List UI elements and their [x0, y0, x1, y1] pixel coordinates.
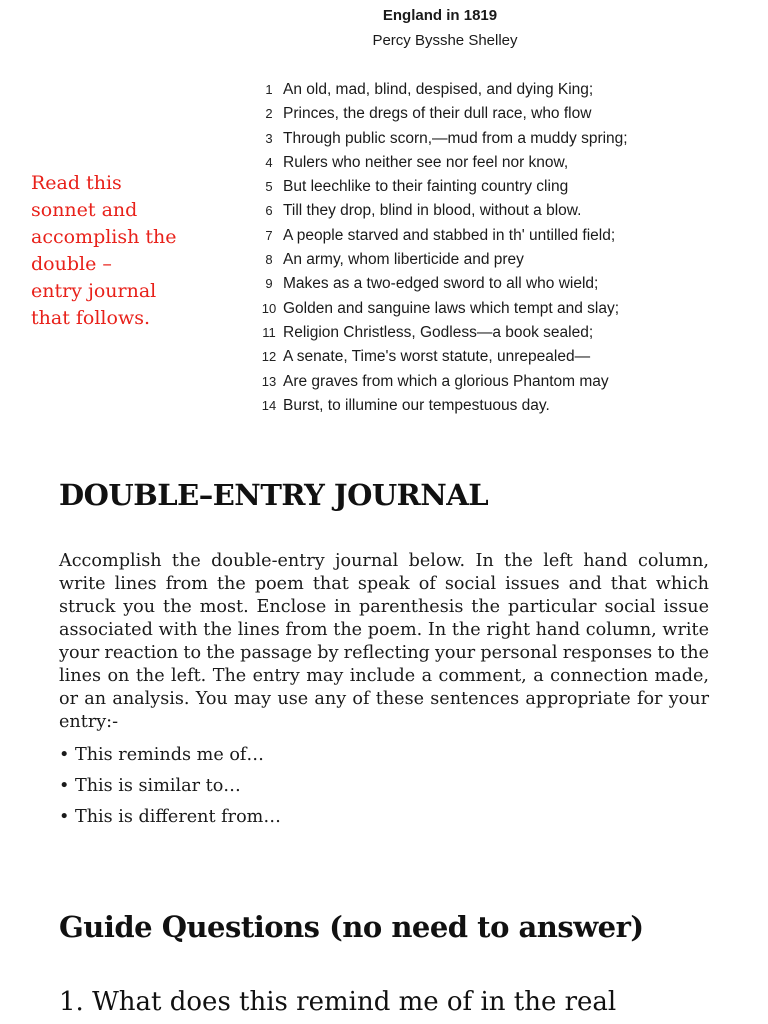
line-number: 4 — [265, 154, 273, 170]
line-text: Till they drop, blind in blood, without a blow. — [283, 202, 582, 220]
poem-line — [255, 272, 628, 296]
line-text: A senate, Time's worst statute, unrepealed— — [283, 348, 591, 366]
poem-line — [255, 127, 628, 151]
poem-line — [255, 102, 628, 126]
red-instruction-note — [31, 170, 201, 332]
line-number: 5 — [265, 179, 273, 195]
note-line: sonnet and — [31, 199, 138, 221]
line-number: 14 — [261, 397, 277, 413]
poem-line — [255, 297, 628, 321]
poem-line — [255, 321, 628, 345]
poem-line — [255, 224, 628, 248]
sentence-starter: • This reminds me of… — [59, 745, 265, 765]
line-text: Religion Christless, Godless—a book sealed; — [283, 323, 594, 341]
line-number: 2 — [265, 106, 273, 122]
poem-line — [255, 175, 628, 199]
line-text: Rulers who neither see nor feel nor know, — [283, 153, 569, 171]
line-number: 6 — [265, 203, 273, 219]
poem-line — [255, 78, 628, 102]
line-number: 13 — [261, 373, 277, 389]
sentence-starter: • This is different from… — [59, 807, 281, 827]
line-text: An old, mad, blind, despised, and dying King; — [283, 81, 594, 98]
line-text: But leechlike to their fainting country cling — [283, 178, 569, 196]
journal-instructions: Accomplish the double-entry journal below. In the left hand column, write lines from the poem that speak of social issues and that which struck you the most. Enclose in parenthesis the particular social issue associated with the lines from the poem. In the right hand column, write your reaction to the passage by reflecting your personal responses to the lines on the left. The entry may include a comment, a connection made, or an analysis. You may use any of these sentences appropriate for your entry:- — [59, 551, 709, 732]
poem-line — [255, 199, 628, 223]
line-text: Golden and sanguine laws which tempt and slay; — [283, 299, 620, 317]
line-number: 7 — [265, 227, 273, 243]
note-line: double – — [31, 253, 112, 275]
line-text: An army, whom liberticide and prey — [283, 251, 524, 269]
poem-line — [255, 345, 628, 369]
poem-line — [255, 151, 628, 175]
poem-title: England in 1819 — [382, 7, 498, 24]
guide-question-1: 1. What does this remind me of in the real — [59, 987, 617, 1017]
sentence-starter: • This is similar to… — [59, 776, 241, 796]
note-line: that follows. — [31, 307, 150, 329]
note-line: accomplish the — [31, 226, 177, 248]
poem-lines — [255, 78, 628, 418]
line-number: 10 — [261, 300, 277, 316]
sentence-starters-list — [59, 743, 281, 836]
line-number: 9 — [265, 276, 273, 292]
line-text: A people starved and stabbed in th' untilled field; — [283, 226, 616, 244]
line-text: Through public scorn,—mud from a muddy spring; — [283, 129, 628, 147]
line-number: 1 — [265, 82, 273, 97]
line-text: Burst, to illumine our tempestuous day. — [283, 396, 550, 414]
line-number: 12 — [261, 349, 277, 365]
poem-author: Percy Bysshe Shelley — [372, 32, 518, 49]
line-text: Princes, the dregs of their dull race, who flow — [283, 105, 592, 123]
line-number: 11 — [262, 324, 276, 340]
line-text: Are graves from which a glorious Phantom may — [283, 372, 609, 390]
note-line: entry journal — [31, 280, 157, 302]
line-number: 3 — [265, 130, 273, 146]
line-text: Makes as a two-edged sword to all who wield; — [283, 275, 599, 293]
journal-title: DOUBLE–ENTRY JOURNAL — [59, 478, 489, 512]
guide-questions-title: Guide Questions (no need to answer) — [59, 910, 644, 944]
line-number: 8 — [265, 252, 273, 268]
poem-line — [255, 248, 628, 272]
note-line: Read this — [31, 172, 122, 194]
poem-line — [255, 394, 628, 418]
poem-line — [255, 370, 628, 394]
